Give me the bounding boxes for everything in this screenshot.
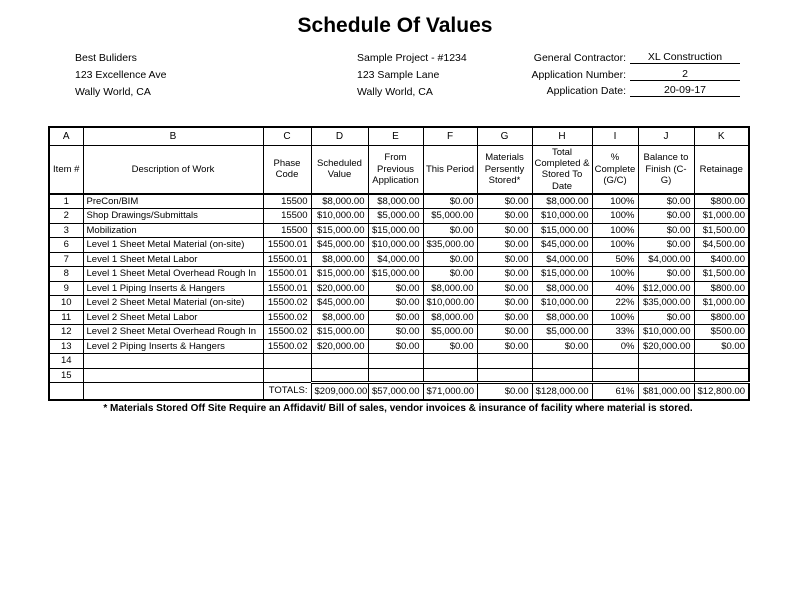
total-this-period: $71,000.00 [423, 383, 477, 400]
cell-phase-code: 15500 [263, 209, 311, 224]
cell-scheduled-value: $15,000.00 [311, 267, 368, 282]
cell-previous-application: $15,000.00 [368, 267, 423, 282]
cell-phase-code: 15500.02 [263, 310, 311, 325]
cell-this-period: $8,000.00 [423, 281, 477, 296]
column-letter-percent-complete: I [592, 127, 638, 145]
total-percent-complete: 61% [592, 383, 638, 400]
column-header-percent-complete: % Complete (G/C) [592, 145, 638, 194]
column-letter-item: A [49, 127, 83, 145]
cell-previous-application: $0.00 [368, 281, 423, 296]
cell-percent-complete: 0% [592, 339, 638, 354]
cell-materials-stored: $0.00 [477, 223, 532, 238]
cell-description: Shop Drawings/Submittals [83, 209, 263, 224]
cell-retainage: $500.00 [694, 325, 749, 340]
cell-percent-complete: 50% [592, 252, 638, 267]
cell-scheduled-value: $20,000.00 [311, 339, 368, 354]
cell-retainage: $800.00 [694, 194, 749, 209]
cell-phase-code: 15500.02 [263, 325, 311, 340]
cell-materials-stored: $0.00 [477, 238, 532, 253]
page-title: Schedule Of Values [297, 14, 493, 37]
application-fields-block [492, 47, 744, 97]
cell-total-completed: $0.00 [532, 339, 592, 354]
cell-previous-application: $4,000.00 [368, 252, 423, 267]
cell-balance-to-finish: $4,000.00 [638, 252, 694, 267]
cell-description: Level 1 Piping Inserts & Hangers [83, 281, 263, 296]
cell-item: 10 [49, 296, 83, 311]
cell-description: Level 2 Sheet Metal Overhead Rough In [83, 325, 263, 340]
cell-previous-application [368, 354, 423, 369]
column-header-description: Description of Work [83, 145, 263, 194]
cell-description: Level 2 Sheet Metal Material (on-site) [83, 296, 263, 311]
cell-phase-code: 15500.01 [263, 281, 311, 296]
cell-phase-code [263, 368, 311, 383]
cell-materials-stored: $0.00 [477, 281, 532, 296]
cell-retainage [694, 354, 749, 369]
cell-scheduled-value: $15,000.00 [311, 325, 368, 340]
cell-this-period: $35,000.00 [423, 238, 477, 253]
column-letter-description: B [83, 127, 263, 145]
cell-item: 15 [49, 368, 83, 383]
column-header-this-period: This Period [423, 145, 477, 194]
cell-total-completed [532, 354, 592, 369]
cell-item: 13 [49, 339, 83, 354]
materials-stored-footnote: * Materials Stored Off Site Require an Affidavit/ Bill of sales, vendor invoices & insurance of facility where material is stored. [103, 403, 693, 414]
general-contractor-row [492, 47, 744, 64]
cell-balance-to-finish: $20,000.00 [638, 339, 694, 354]
cell-phase-code: 15500 [263, 194, 311, 209]
cell-materials-stored: $0.00 [477, 296, 532, 311]
column-letter-total-completed: H [532, 127, 592, 145]
cell-item: 14 [49, 354, 83, 369]
total-scheduled-value: $209,000.00 [311, 383, 368, 400]
totals-empty-cell [49, 383, 83, 400]
company-name: Best Buliders [75, 52, 137, 64]
column-header-scheduled-value: Scheduled Value [311, 145, 368, 194]
cell-phase-code [263, 354, 311, 369]
cell-total-completed: $8,000.00 [532, 281, 592, 296]
cell-retainage: $0.00 [694, 339, 749, 354]
cell-scheduled-value [311, 368, 368, 383]
cell-previous-application: $10,000.00 [368, 238, 423, 253]
sov-table-wrap [48, 126, 750, 401]
project-name: Sample Project - #1234 [357, 52, 467, 64]
cell-materials-stored: $0.00 [477, 339, 532, 354]
column-header-balance-to-finish: Balance to Finish (C-G) [638, 145, 694, 194]
cell-description [83, 354, 263, 369]
table-row [49, 325, 749, 340]
project-city: Wally World, CA [357, 85, 433, 98]
table-row [49, 296, 749, 311]
cell-total-completed: $5,000.00 [532, 325, 592, 340]
column-letter-previous-application: E [368, 127, 423, 145]
cell-description [83, 368, 263, 383]
cell-this-period [423, 354, 477, 369]
cell-total-completed: $8,000.00 [532, 194, 592, 209]
cell-retainage: $4,500.00 [694, 238, 749, 253]
cell-retainage: $1,500.00 [694, 267, 749, 282]
total-total-completed: $128,000.00 [532, 383, 592, 400]
cell-total-completed: $10,000.00 [532, 209, 592, 224]
cell-item: 1 [49, 194, 83, 209]
cell-scheduled-value: $10,000.00 [311, 209, 368, 224]
table-row [49, 368, 749, 383]
column-header-row [49, 145, 749, 194]
application-number-row [492, 64, 744, 81]
cell-balance-to-finish [638, 368, 694, 383]
cell-percent-complete: 33% [592, 325, 638, 340]
sov-table-head [49, 127, 749, 194]
cell-this-period: $0.00 [423, 252, 477, 267]
cell-previous-application: $15,000.00 [368, 223, 423, 238]
cell-phase-code: 15500.01 [263, 267, 311, 282]
cell-balance-to-finish: $0.00 [638, 267, 694, 282]
column-letter-balance-to-finish: J [638, 127, 694, 145]
column-letter-materials-stored: G [477, 127, 532, 145]
cell-scheduled-value: $8,000.00 [311, 310, 368, 325]
cell-item: 9 [49, 281, 83, 296]
table-row [49, 238, 749, 253]
cell-description: Level 1 Sheet Metal Material (on-site) [83, 238, 263, 253]
project-address: 123 Sample Lane [357, 68, 440, 81]
cell-balance-to-finish: $10,000.00 [638, 325, 694, 340]
cell-percent-complete: 100% [592, 223, 638, 238]
cell-materials-stored [477, 368, 532, 383]
cell-previous-application: $5,000.00 [368, 209, 423, 224]
cell-retainage: $400.00 [694, 252, 749, 267]
cell-percent-complete [592, 354, 638, 369]
cell-scheduled-value: $45,000.00 [311, 296, 368, 311]
cell-total-completed: $45,000.00 [532, 238, 592, 253]
cell-item: 6 [49, 238, 83, 253]
cell-scheduled-value [311, 354, 368, 369]
totals-row [49, 383, 749, 400]
cell-phase-code: 15500.01 [263, 252, 311, 267]
cell-this-period: $0.00 [423, 267, 477, 282]
column-letter-scheduled-value: D [311, 127, 368, 145]
total-retainage: $12,800.00 [694, 383, 749, 400]
cell-previous-application: $0.00 [368, 296, 423, 311]
cell-this-period: $5,000.00 [423, 325, 477, 340]
application-date-label: Application Date: [546, 85, 626, 98]
sov-table [48, 126, 750, 401]
column-header-retainage: Retainage [694, 145, 749, 194]
column-header-previous-application: From Previous Application [368, 145, 423, 194]
cell-balance-to-finish: $0.00 [638, 209, 694, 224]
cell-previous-application: $0.00 [368, 339, 423, 354]
cell-balance-to-finish: $0.00 [638, 310, 694, 325]
cell-previous-application [368, 368, 423, 383]
cell-percent-complete: 100% [592, 194, 638, 209]
cell-description: Level 2 Sheet Metal Labor [83, 310, 263, 325]
cell-description: Level 1 Sheet Metal Labor [83, 252, 263, 267]
cell-item: 3 [49, 223, 83, 238]
cell-previous-application: $8,000.00 [368, 194, 423, 209]
cell-this-period: $0.00 [423, 339, 477, 354]
total-previous-application: $57,000.00 [368, 383, 423, 400]
cell-description: PreCon/BIM [83, 194, 263, 209]
cell-item: 8 [49, 267, 83, 282]
application-number-value: 2 [630, 68, 740, 81]
column-letter-this-period: F [423, 127, 477, 145]
totals-label: TOTALS: [263, 383, 311, 400]
cell-this-period: $8,000.00 [423, 310, 477, 325]
cell-phase-code: 15500 [263, 223, 311, 238]
general-contractor-label: General Contractor: [533, 51, 626, 64]
table-row [49, 339, 749, 354]
cell-materials-stored: $0.00 [477, 310, 532, 325]
cell-balance-to-finish: $0.00 [638, 194, 694, 209]
cell-previous-application: $0.00 [368, 310, 423, 325]
cell-retainage [694, 368, 749, 383]
total-materials-stored: $0.00 [477, 383, 532, 400]
cell-description: Level 1 Sheet Metal Overhead Rough In [83, 267, 263, 282]
table-row [49, 281, 749, 296]
cell-total-completed: $15,000.00 [532, 223, 592, 238]
cell-balance-to-finish: $0.00 [638, 223, 694, 238]
cell-this-period: $0.00 [423, 194, 477, 209]
cell-balance-to-finish [638, 354, 694, 369]
cell-retainage: $1,000.00 [694, 296, 749, 311]
cell-item: 12 [49, 325, 83, 340]
table-row [49, 223, 749, 238]
cell-percent-complete: 100% [592, 267, 638, 282]
column-letter-retainage: K [694, 127, 749, 145]
project-info-block [357, 50, 467, 100]
cell-materials-stored: $0.00 [477, 252, 532, 267]
company-address: 123 Excellence Ave [75, 68, 167, 81]
column-header-item: Item # [49, 145, 83, 194]
cell-scheduled-value: $8,000.00 [311, 194, 368, 209]
table-row [49, 267, 749, 282]
cell-retainage: $1,000.00 [694, 209, 749, 224]
company-info-block [75, 50, 166, 100]
cell-previous-application: $0.00 [368, 325, 423, 340]
cell-retainage: $800.00 [694, 310, 749, 325]
cell-materials-stored [477, 354, 532, 369]
cell-phase-code: 15500.01 [263, 238, 311, 253]
cell-balance-to-finish: $0.00 [638, 238, 694, 253]
cell-retainage: $1,500.00 [694, 223, 749, 238]
cell-this-period [423, 368, 477, 383]
cell-scheduled-value: $8,000.00 [311, 252, 368, 267]
table-row [49, 194, 749, 209]
cell-percent-complete: 100% [592, 238, 638, 253]
application-date-row [492, 81, 744, 98]
cell-materials-stored: $0.00 [477, 325, 532, 340]
general-contractor-value: XL Construction [630, 51, 740, 64]
company-city: Wally World, CA [75, 85, 151, 98]
cell-total-completed [532, 368, 592, 383]
cell-scheduled-value: $15,000.00 [311, 223, 368, 238]
cell-materials-stored: $0.00 [477, 267, 532, 282]
cell-percent-complete: 100% [592, 310, 638, 325]
application-date-value: 20-09-17 [630, 84, 740, 97]
cell-total-completed: $15,000.00 [532, 267, 592, 282]
cell-this-period: $10,000.00 [423, 296, 477, 311]
table-row [49, 252, 749, 267]
sov-table-body [49, 194, 749, 400]
cell-description: Level 2 Piping Inserts & Hangers [83, 339, 263, 354]
cell-total-completed: $8,000.00 [532, 310, 592, 325]
cell-scheduled-value: $45,000.00 [311, 238, 368, 253]
table-row [49, 209, 749, 224]
cell-this-period: $5,000.00 [423, 209, 477, 224]
cell-balance-to-finish: $35,000.00 [638, 296, 694, 311]
cell-item: 7 [49, 252, 83, 267]
cell-description: Mobilization [83, 223, 263, 238]
cell-total-completed: $4,000.00 [532, 252, 592, 267]
cell-scheduled-value: $20,000.00 [311, 281, 368, 296]
table-row [49, 354, 749, 369]
cell-phase-code: 15500.02 [263, 339, 311, 354]
column-header-total-completed: Total Completed & Stored To Date [532, 145, 592, 194]
application-number-label: Application Number: [531, 68, 626, 81]
cell-materials-stored: $0.00 [477, 194, 532, 209]
cell-percent-complete: 22% [592, 296, 638, 311]
total-balance-to-finish: $81,000.00 [638, 383, 694, 400]
column-header-materials-stored: Materials Persently Stored* [477, 145, 532, 194]
cell-item: 2 [49, 209, 83, 224]
table-row [49, 310, 749, 325]
cell-phase-code: 15500.02 [263, 296, 311, 311]
cell-materials-stored: $0.00 [477, 209, 532, 224]
column-letter-phase-code: C [263, 127, 311, 145]
cell-percent-complete: 100% [592, 209, 638, 224]
cell-percent-complete: 40% [592, 281, 638, 296]
column-header-phase-code: Phase Code [263, 145, 311, 194]
cell-percent-complete [592, 368, 638, 383]
cell-retainage: $800.00 [694, 281, 749, 296]
cell-this-period: $0.00 [423, 223, 477, 238]
cell-total-completed: $10,000.00 [532, 296, 592, 311]
column-letter-row [49, 127, 749, 145]
cell-balance-to-finish: $12,000.00 [638, 281, 694, 296]
cell-item: 11 [49, 310, 83, 325]
totals-empty-cell [83, 383, 263, 400]
